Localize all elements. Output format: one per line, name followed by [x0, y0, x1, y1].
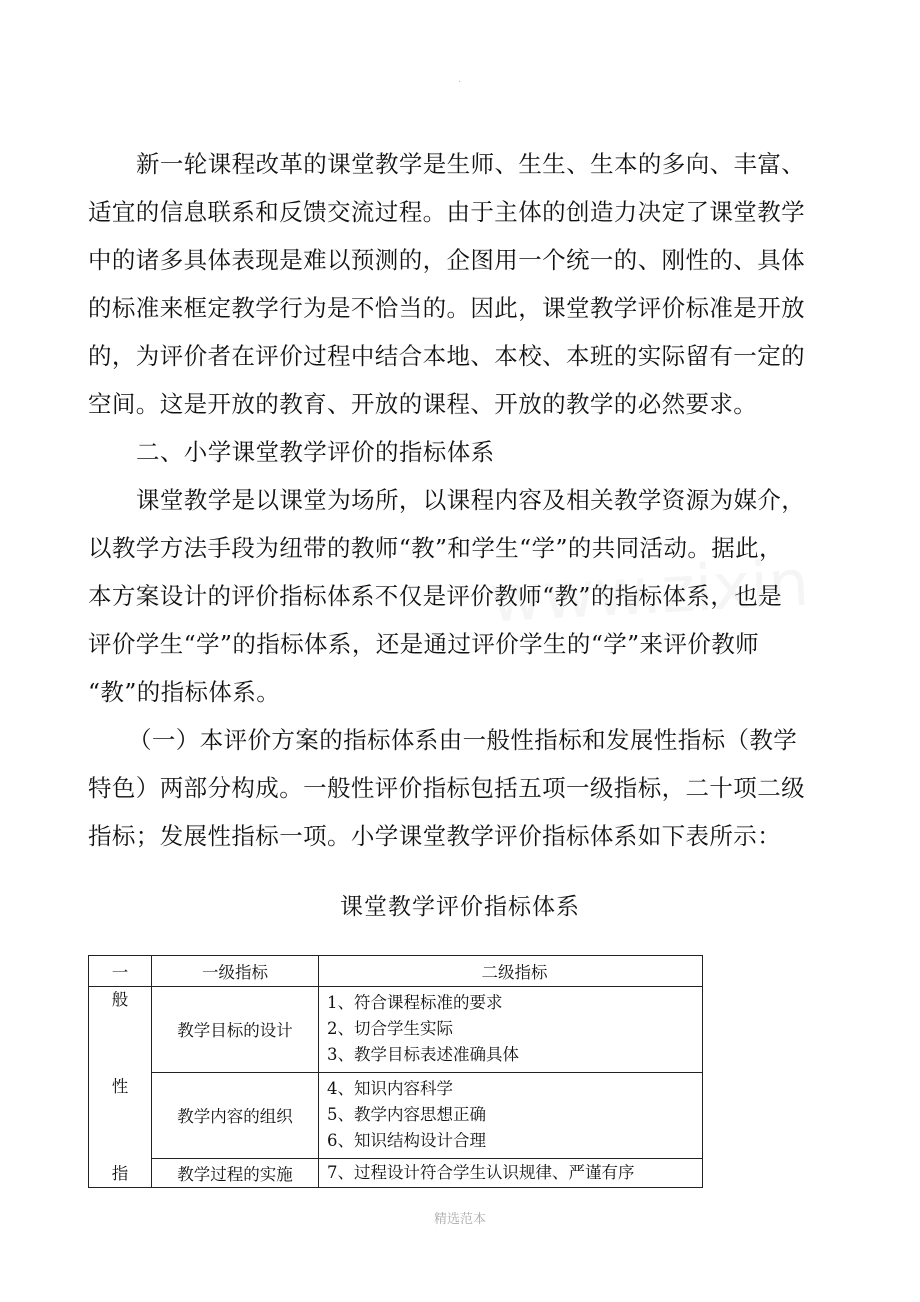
level2-cell [319, 1072, 703, 1158]
table-row [89, 1072, 703, 1158]
paragraph-line: 指标；发展性指标一项。小学课堂教学评价指标体系如下表所示： [88, 822, 782, 850]
level2-item: 7、过程设计符合学生认识规律、严谨有序 [327, 1162, 635, 1182]
level2-item: 6、知识结构设计合理 [327, 1131, 486, 1151]
paragraph-line: “教”的指标体系。 [88, 678, 281, 706]
evaluation-table [88, 955, 703, 1188]
section-heading: 二、小学课堂教学评价的指标体系 [136, 438, 495, 466]
paragraph-line: 新一轮课程改革的课堂教学是生师、生生、生本的多向、丰富、 [136, 150, 806, 178]
paragraph-line: 课堂教学是以课堂为场所，以课程内容及相关教学资源为媒介， [136, 486, 806, 514]
table-title: 课堂教学评价指标体系 [340, 894, 580, 920]
level2-cell [319, 1158, 703, 1187]
paragraph-line: 特色）两部分构成。一般性评价指标包括五项一级指标，二十项二级 [88, 774, 805, 802]
level2-item: 5、教学内容思想正确 [327, 1105, 486, 1125]
paragraph-line: 以教学方法手段为纽带的教师“教”和学生“学”的共同活动。据此， [88, 534, 783, 562]
paragraph-line: 空间。这是开放的教育、开放的课程、开放的教学的必然要求。 [88, 390, 758, 418]
header-level2: 二级指标 [319, 956, 703, 987]
level1-cell: 教学过程的实施 [152, 1158, 319, 1187]
side-char: 指 [111, 1164, 129, 1183]
paragraph-line: 评价学生“学”的指标体系，还是通过评价学生的“学”来评价教师 [88, 630, 760, 658]
side-label-cell [89, 987, 152, 1188]
page-footer: 精选范本 [433, 1212, 486, 1227]
table-row [89, 987, 703, 1073]
level2-item: 2、切合学生实际 [327, 1019, 453, 1039]
level2-cell [319, 987, 703, 1073]
level2-item: 3、教学目标表述准确具体 [327, 1045, 519, 1065]
header-level1: 一级指标 [152, 956, 319, 987]
level2-item: 1、符合课程标准的要求 [327, 993, 503, 1013]
side-char: 性 [111, 1077, 129, 1096]
paragraph-line: （一）本评价方案的指标体系由一般性指标和发展性指标（教学 [128, 726, 798, 754]
level1-cell: 教学目标的设计 [152, 987, 319, 1073]
paragraph-line: 的标准来框定教学行为是不恰当的。因此，课堂教学评价标准是开放 [88, 294, 805, 322]
top-mark: . [458, 74, 462, 85]
paragraph-line: 适宜的信息联系和反馈交流过程。由于主体的创造力决定了课堂教学 [88, 198, 805, 226]
level2-item: 4、知识内容科学 [327, 1079, 453, 1099]
level1-cell: 教学内容的组织 [152, 1072, 319, 1158]
paragraph-line: 本方案设计的评价指标体系不仅是评价教师“教”的指标体系，也是 [88, 582, 783, 610]
paragraph-line: 的，为评价者在评价过程中结合本地、本校、本班的实际留有一定的 [88, 342, 805, 370]
paragraph-line: 中的诸多具体表现是难以预测的，企图用一个统一的、刚性的、具体 [88, 246, 805, 274]
corner-cell: 一 [89, 956, 152, 987]
side-char: 般 [111, 990, 129, 1009]
table-header-row [89, 956, 703, 987]
table-row [89, 1158, 703, 1187]
document-body [88, 140, 833, 860]
